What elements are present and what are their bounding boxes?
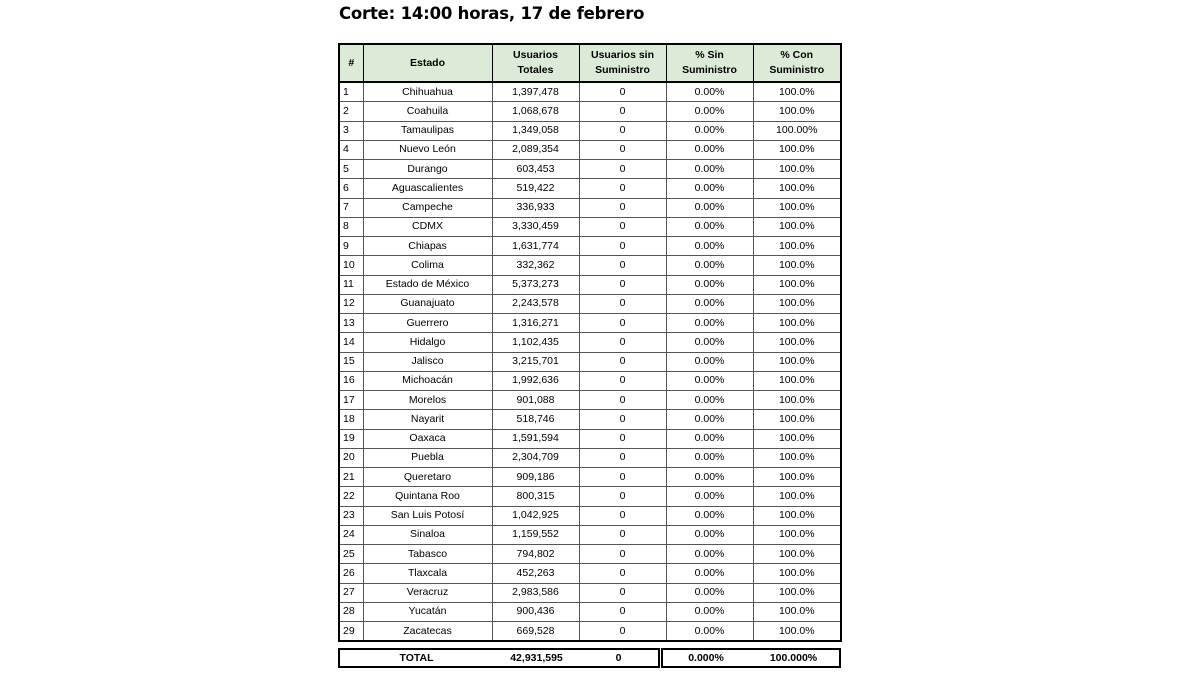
row-usuarios-sin: 0 <box>579 429 666 448</box>
row-usuarios-sin: 0 <box>579 160 666 179</box>
row-usuarios-sin: 0 <box>579 448 666 467</box>
row-usuarios-totales: 1,591,594 <box>492 429 579 448</box>
table-row <box>339 622 841 642</box>
row-usuarios-sin: 0 <box>579 468 666 487</box>
row-pct-con: 100.0% <box>753 429 841 448</box>
row-estado: Hidalgo <box>363 333 492 352</box>
row-num: 16 <box>339 371 363 390</box>
row-pct-con: 100.0% <box>753 410 841 429</box>
row-num: 8 <box>339 217 363 236</box>
row-estado: San Luis Potosí <box>363 506 492 525</box>
row-pct-con: 100.0% <box>753 622 841 642</box>
row-num: 7 <box>339 198 363 217</box>
row-estado: Estado de México <box>363 275 492 294</box>
row-pct-sin: 0.00% <box>666 160 753 179</box>
row-usuarios-totales: 900,436 <box>492 602 579 621</box>
row-usuarios-totales: 336,933 <box>492 198 579 217</box>
row-usuarios-sin: 0 <box>579 506 666 525</box>
row-estado: Chiapas <box>363 237 492 256</box>
row-estado: Morelos <box>363 391 492 410</box>
header-row <box>339 44 841 82</box>
row-pct-con: 100.0% <box>753 545 841 564</box>
row-usuarios-totales: 669,528 <box>492 622 579 642</box>
table-row <box>339 525 841 544</box>
row-pct-sin: 0.00% <box>666 602 753 621</box>
row-usuarios-sin: 0 <box>579 583 666 602</box>
report-heading: Corte: 14:00 horas, 17 de febrero <box>339 4 645 23</box>
row-estado: Michoacán <box>363 371 492 390</box>
table-row <box>339 545 841 564</box>
row-estado: Guerrero <box>363 314 492 333</box>
row-pct-con: 100.0% <box>753 602 841 621</box>
table-row <box>339 448 841 467</box>
row-pct-con: 100.0% <box>753 333 841 352</box>
row-num: 11 <box>339 275 363 294</box>
table-body <box>339 82 841 641</box>
table-row <box>339 468 841 487</box>
table-row <box>339 256 841 275</box>
row-usuarios-totales: 3,215,701 <box>492 352 579 371</box>
header-pct-con <box>753 44 841 82</box>
row-usuarios-totales: 909,186 <box>492 468 579 487</box>
header-usuarios-sin <box>579 44 666 82</box>
table-row <box>339 314 841 333</box>
row-pct-con: 100.0% <box>753 275 841 294</box>
row-usuarios-sin: 0 <box>579 275 666 294</box>
row-estado: Durango <box>363 160 492 179</box>
row-pct-sin: 0.00% <box>666 102 753 121</box>
table-row <box>339 487 841 506</box>
row-pct-sin: 0.00% <box>666 256 753 275</box>
header-pct-sin <box>666 44 753 82</box>
row-num: 26 <box>339 564 363 583</box>
table-row <box>339 179 841 198</box>
row-num: 15 <box>339 352 363 371</box>
row-usuarios-sin: 0 <box>579 525 666 544</box>
row-usuarios-totales: 452,263 <box>492 564 579 583</box>
row-pct-con: 100.00% <box>753 121 841 140</box>
row-pct-sin: 0.00% <box>666 179 753 198</box>
header-pct-con-line1: % Con <box>780 49 814 61</box>
row-pct-con: 100.0% <box>753 179 841 198</box>
table-row <box>339 391 841 410</box>
row-usuarios-sin: 0 <box>579 121 666 140</box>
row-pct-sin: 0.00% <box>666 487 753 506</box>
row-estado: Tamaulipas <box>363 121 492 140</box>
suministro-table <box>338 43 842 642</box>
row-usuarios-sin: 0 <box>579 622 666 642</box>
row-usuarios-totales: 1,042,925 <box>492 506 579 525</box>
table-row <box>339 237 841 256</box>
row-pct-con: 100.0% <box>753 82 841 102</box>
row-pct-con: 100.0% <box>753 314 841 333</box>
row-estado: Guanajuato <box>363 294 492 313</box>
row-usuarios-totales: 2,089,354 <box>492 140 579 159</box>
row-num: 21 <box>339 468 363 487</box>
row-pct-sin: 0.00% <box>666 275 753 294</box>
table-row <box>339 371 841 390</box>
header-pct-sin-line2: Suministro <box>682 64 737 76</box>
row-pct-con: 100.0% <box>753 352 841 371</box>
total-pct-con: 100.000% <box>769 652 818 664</box>
row-usuarios-totales: 1,316,271 <box>492 314 579 333</box>
table-row <box>339 217 841 236</box>
row-pct-sin: 0.00% <box>666 506 753 525</box>
row-usuarios-sin: 0 <box>579 371 666 390</box>
row-num: 18 <box>339 410 363 429</box>
row-pct-sin: 0.00% <box>666 217 753 236</box>
total-sin-suministro: 0 <box>615 652 622 664</box>
row-num: 28 <box>339 602 363 621</box>
row-pct-sin: 0.00% <box>666 448 753 467</box>
header-pct-con-line2: Suministro <box>769 64 825 76</box>
row-estado: Tabasco <box>363 545 492 564</box>
row-usuarios-sin: 0 <box>579 140 666 159</box>
header-estado: Estado <box>363 44 492 82</box>
row-pct-con: 100.0% <box>753 525 841 544</box>
row-usuarios-sin: 0 <box>579 487 666 506</box>
row-pct-sin: 0.00% <box>666 429 753 448</box>
row-estado: Sinaloa <box>363 525 492 544</box>
table-row <box>339 602 841 621</box>
row-pct-sin: 0.00% <box>666 564 753 583</box>
row-pct-con: 100.0% <box>753 371 841 390</box>
row-usuarios-totales: 1,068,678 <box>492 102 579 121</box>
row-usuarios-sin: 0 <box>579 410 666 429</box>
row-usuarios-sin: 0 <box>579 314 666 333</box>
row-usuarios-sin: 0 <box>579 237 666 256</box>
row-usuarios-sin: 0 <box>579 352 666 371</box>
row-estado: Nayarit <box>363 410 492 429</box>
header-usuarios-totales <box>492 44 579 82</box>
row-num: 6 <box>339 179 363 198</box>
row-usuarios-totales: 332,362 <box>492 256 579 275</box>
row-usuarios-sin: 0 <box>579 198 666 217</box>
table-header <box>339 44 841 82</box>
row-pct-sin: 0.00% <box>666 294 753 313</box>
row-num: 22 <box>339 487 363 506</box>
row-usuarios-sin: 0 <box>579 564 666 583</box>
table-row <box>339 352 841 371</box>
row-pct-sin: 0.00% <box>666 82 753 102</box>
row-pct-sin: 0.00% <box>666 371 753 390</box>
total-usuarios: 42,931,595 <box>510 652 563 664</box>
header-usuarios-totales-line2: Totales <box>517 64 554 76</box>
row-num: 4 <box>339 140 363 159</box>
row-estado: Tlaxcala <box>363 564 492 583</box>
row-pct-sin: 0.00% <box>666 622 753 642</box>
row-usuarios-totales: 1,631,774 <box>492 237 579 256</box>
row-usuarios-totales: 2,243,578 <box>492 294 579 313</box>
row-usuarios-totales: 5,373,273 <box>492 275 579 294</box>
header-usuarios-sin-line2: Suministro <box>595 64 650 76</box>
row-pct-con: 100.0% <box>753 448 841 467</box>
row-usuarios-sin: 0 <box>579 217 666 236</box>
row-usuarios-totales: 519,422 <box>492 179 579 198</box>
total-box <box>338 648 660 668</box>
table-row <box>339 410 841 429</box>
row-pct-sin: 0.00% <box>666 314 753 333</box>
row-usuarios-totales: 800,315 <box>492 487 579 506</box>
row-pct-con: 100.0% <box>753 487 841 506</box>
row-num: 20 <box>339 448 363 467</box>
row-pct-con: 100.0% <box>753 294 841 313</box>
row-estado: Campeche <box>363 198 492 217</box>
row-pct-sin: 0.00% <box>666 468 753 487</box>
row-estado: Chihuahua <box>363 82 492 102</box>
row-num: 3 <box>339 121 363 140</box>
row-estado: Colima <box>363 256 492 275</box>
table-row <box>339 160 841 179</box>
row-estado: Quintana Roo <box>363 487 492 506</box>
row-num: 10 <box>339 256 363 275</box>
row-estado: Oaxaca <box>363 429 492 448</box>
table-row <box>339 506 841 525</box>
total-pct-sin: 0.000% <box>688 652 724 664</box>
row-usuarios-totales: 3,330,459 <box>492 217 579 236</box>
row-usuarios-totales: 603,453 <box>492 160 579 179</box>
row-pct-sin: 0.00% <box>666 583 753 602</box>
row-estado: Queretaro <box>363 468 492 487</box>
row-usuarios-sin: 0 <box>579 179 666 198</box>
row-num: 9 <box>339 237 363 256</box>
row-num: 2 <box>339 102 363 121</box>
table-row <box>339 583 841 602</box>
row-num: 13 <box>339 314 363 333</box>
row-pct-con: 100.0% <box>753 391 841 410</box>
row-pct-sin: 0.00% <box>666 198 753 217</box>
row-estado: Jalisco <box>363 352 492 371</box>
row-usuarios-totales: 901,088 <box>492 391 579 410</box>
row-pct-sin: 0.00% <box>666 333 753 352</box>
row-estado: Zacatecas <box>363 622 492 642</box>
row-pct-con: 100.0% <box>753 468 841 487</box>
row-num: 1 <box>339 82 363 102</box>
row-pct-sin: 0.00% <box>666 352 753 371</box>
row-usuarios-totales: 1,397,478 <box>492 82 579 102</box>
table-row <box>339 275 841 294</box>
row-usuarios-totales: 2,304,709 <box>492 448 579 467</box>
row-num: 24 <box>339 525 363 544</box>
row-usuarios-totales: 1,992,636 <box>492 371 579 390</box>
row-num: 5 <box>339 160 363 179</box>
row-estado: Nuevo León <box>363 140 492 159</box>
row-pct-con: 100.0% <box>753 237 841 256</box>
table-row <box>339 564 841 583</box>
row-num: 27 <box>339 583 363 602</box>
row-estado: Aguascalientes <box>363 179 492 198</box>
table-row <box>339 102 841 121</box>
row-num: 29 <box>339 622 363 642</box>
row-usuarios-totales: 794,802 <box>492 545 579 564</box>
table-row <box>339 333 841 352</box>
row-num: 12 <box>339 294 363 313</box>
table-row <box>339 121 841 140</box>
row-pct-sin: 0.00% <box>666 391 753 410</box>
row-pct-sin: 0.00% <box>666 545 753 564</box>
row-estado: Veracruz <box>363 583 492 602</box>
row-pct-sin: 0.00% <box>666 140 753 159</box>
row-usuarios-sin: 0 <box>579 391 666 410</box>
row-pct-con: 100.0% <box>753 102 841 121</box>
row-usuarios-totales: 2,983,586 <box>492 583 579 602</box>
table-row <box>339 198 841 217</box>
row-pct-con: 100.0% <box>753 583 841 602</box>
row-pct-con: 100.0% <box>753 506 841 525</box>
row-usuarios-sin: 0 <box>579 545 666 564</box>
row-pct-con: 100.0% <box>753 256 841 275</box>
header-pct-sin-line1: % Sin <box>695 49 724 61</box>
row-estado: Yucatán <box>363 602 492 621</box>
row-estado: Coahuila <box>363 102 492 121</box>
table-row <box>339 294 841 313</box>
total-pct-box <box>661 648 841 668</box>
row-estado: Puebla <box>363 448 492 467</box>
total-label: TOTAL <box>399 652 434 664</box>
row-pct-sin: 0.00% <box>666 237 753 256</box>
row-num: 25 <box>339 545 363 564</box>
row-usuarios-sin: 0 <box>579 256 666 275</box>
row-pct-con: 100.0% <box>753 217 841 236</box>
table-row <box>339 140 841 159</box>
row-pct-con: 100.0% <box>753 198 841 217</box>
row-pct-con: 100.0% <box>753 140 841 159</box>
header-num: # <box>339 44 363 82</box>
row-usuarios-sin: 0 <box>579 602 666 621</box>
row-usuarios-sin: 0 <box>579 82 666 102</box>
row-usuarios-totales: 1,159,552 <box>492 525 579 544</box>
row-pct-con: 100.0% <box>753 564 841 583</box>
table-row <box>339 429 841 448</box>
row-usuarios-sin: 0 <box>579 102 666 121</box>
row-pct-sin: 0.00% <box>666 121 753 140</box>
row-usuarios-sin: 0 <box>579 333 666 352</box>
row-num: 17 <box>339 391 363 410</box>
row-pct-con: 100.0% <box>753 160 841 179</box>
row-pct-sin: 0.00% <box>666 525 753 544</box>
row-num: 14 <box>339 333 363 352</box>
row-num: 19 <box>339 429 363 448</box>
row-estado: CDMX <box>363 217 492 236</box>
row-num: 23 <box>339 506 363 525</box>
header-usuarios-totales-line1: Usuarios <box>513 49 558 61</box>
row-usuarios-totales: 1,102,435 <box>492 333 579 352</box>
row-usuarios-sin: 0 <box>579 294 666 313</box>
table-row <box>339 82 841 102</box>
row-usuarios-totales: 1,349,058 <box>492 121 579 140</box>
header-usuarios-sin-line1: Usuarios sin <box>590 49 655 61</box>
row-usuarios-totales: 518,746 <box>492 410 579 429</box>
row-pct-sin: 0.00% <box>666 410 753 429</box>
